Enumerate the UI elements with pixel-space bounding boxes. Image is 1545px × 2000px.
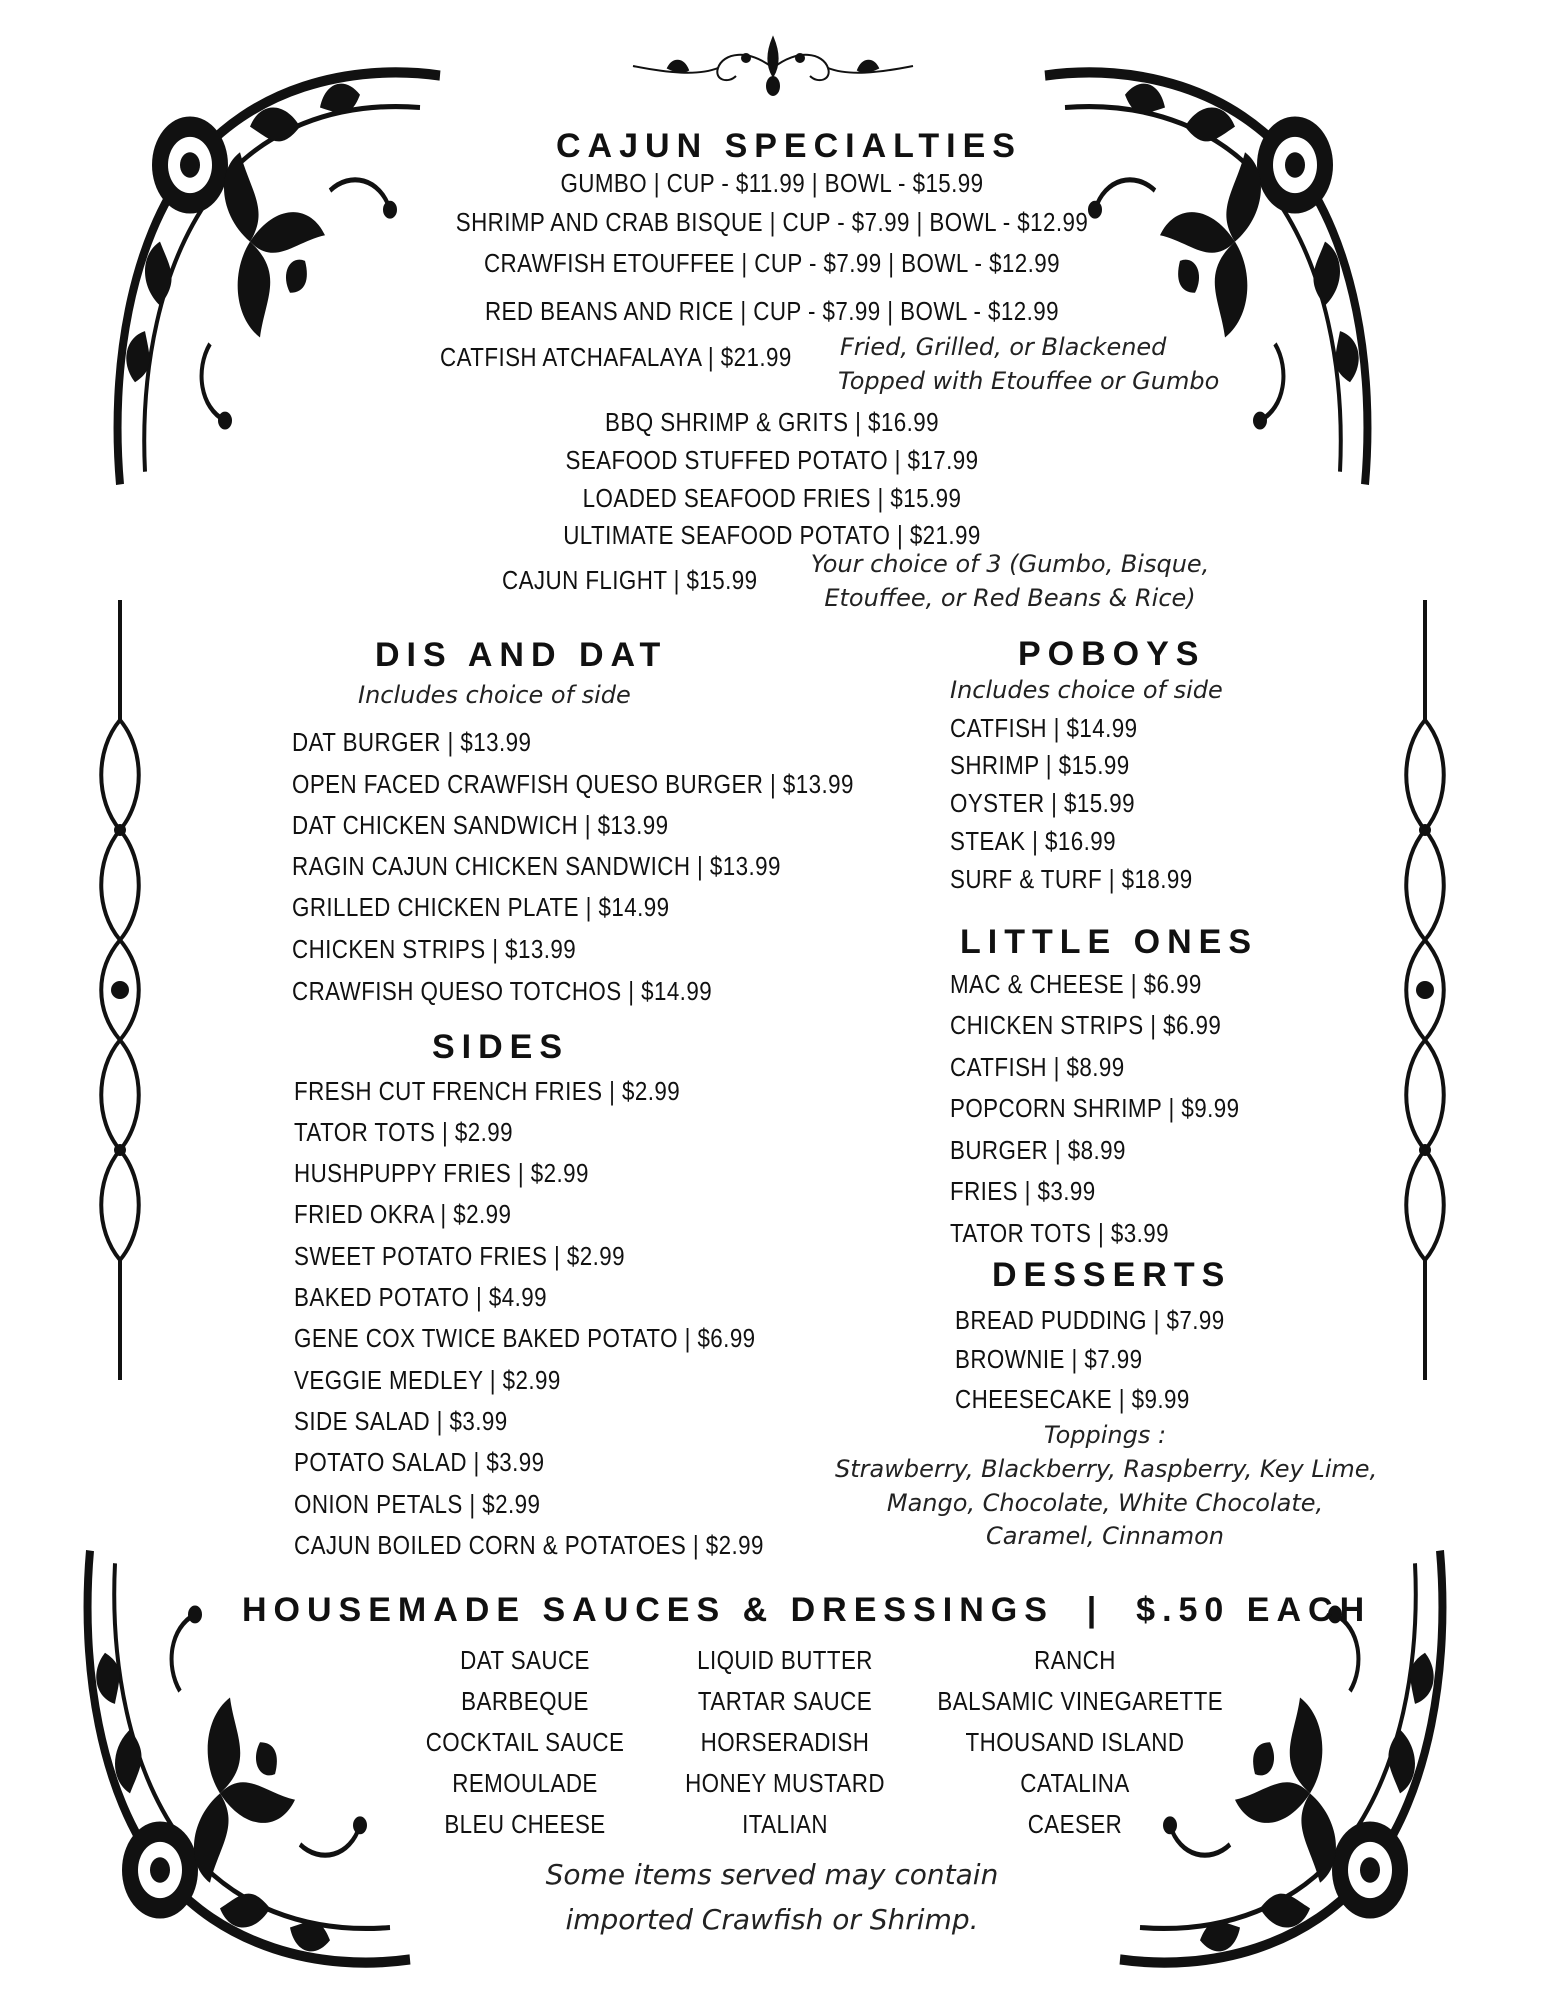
menu-item: CATFISH ATCHAFALAYA | $21.99 <box>440 342 792 372</box>
sauce-item: COCKTAIL SAUCE <box>425 1727 625 1757</box>
sauce-item: TARTAR SAUCE <box>697 1686 873 1716</box>
menu-item: CRAWFISH QUESO TOTCHOS | $14.99 <box>292 976 713 1006</box>
menu-item: OPEN FACED CRAWFISH QUESO BURGER | $13.99 <box>292 769 854 799</box>
menu-item: VEGGIE MEDLEY | $2.99 <box>294 1365 561 1395</box>
menu-item: GUMBO | CUP - $11.99 | BOWL - $15.99 <box>560 168 984 198</box>
sauce-item: CATALINA <box>1020 1768 1130 1798</box>
poboys-heading: POBOYS <box>1018 635 1206 673</box>
menu-item: CHICKEN STRIPS | $13.99 <box>292 934 577 964</box>
flight-note: Etouffee, or Red Beans & Rice) <box>824 584 1196 612</box>
catfish-note: Topped with Etouffee or Gumbo <box>838 367 1220 395</box>
menu-item: ONION PETALS | $2.99 <box>294 1489 541 1519</box>
toppings-list: Mango, Chocolate, White Chocolate, <box>886 1489 1324 1517</box>
menu-item: SURF & TURF | $18.99 <box>950 864 1193 894</box>
menu-item: FRIED OKRA | $2.99 <box>294 1199 512 1229</box>
sauce-column <box>915 1640 1235 1845</box>
menu-item: SWEET POTATO FRIES | $2.99 <box>294 1241 625 1271</box>
menu-item: FRIES | $3.99 <box>950 1176 1096 1206</box>
menu-item: TATOR TOTS | $3.99 <box>950 1218 1170 1248</box>
sauce-item: LIQUID BUTTER <box>697 1645 873 1675</box>
menu-item: CRAWFISH ETOUFFEE | CUP - $7.99 | BOWL - $12.99 <box>483 248 1061 278</box>
footer-disclaimer: imported Crawfish or Shrimp. <box>565 1903 979 1936</box>
sauce-item: THOUSAND ISLAND <box>965 1727 1185 1757</box>
top-center-flourish-icon <box>628 28 918 98</box>
flight-note: Your choice of 3 (Gumbo, Bisque, <box>810 550 1210 578</box>
menu-item: POTATO SALAD | $3.99 <box>294 1447 545 1477</box>
menu-item: CAJUN FLIGHT | $15.99 <box>502 565 758 595</box>
floral-corner-ornament-icon <box>100 50 460 510</box>
menu-item: RAGIN CAJUN CHICKEN SANDWICH | $13.99 <box>292 851 781 881</box>
sauces-heading: HOUSEMADE SAUCES & DRESSINGS | $.50 EACH <box>242 1591 1372 1629</box>
floral-corner-ornament-icon <box>1025 50 1385 510</box>
menu-item: DAT CHICKEN SANDWICH | $13.99 <box>292 810 669 840</box>
desserts-heading: DESSERTS <box>992 1256 1232 1294</box>
cajun-specialties-heading: CAJUN SPECIALTIES <box>556 127 1022 165</box>
menu-item: FRESH CUT FRENCH FRIES | $2.99 <box>294 1076 681 1106</box>
menu-item: BURGER | $8.99 <box>950 1135 1126 1165</box>
sauce-item: BARBEQUE <box>461 1686 589 1716</box>
sauce-item: CAESER <box>1027 1809 1123 1839</box>
vertical-scroll-divider-icon <box>1395 600 1455 1380</box>
menu-item: MAC & CHEESE | $6.99 <box>950 969 1202 999</box>
menu-item: OYSTER | $15.99 <box>950 788 1136 818</box>
menu-item: POPCORN SHRIMP | $9.99 <box>950 1093 1240 1123</box>
menu-item: CATFISH | $14.99 <box>950 713 1138 743</box>
sides-heading: SIDES <box>432 1028 570 1066</box>
menu-item: HUSHPUPPY FRIES | $2.99 <box>294 1158 589 1188</box>
menu-item: DAT BURGER | $13.99 <box>292 727 532 757</box>
menu-item: SEAFOOD STUFFED POTATO | $17.99 <box>565 445 979 475</box>
menu-item: BREAD PUDDING | $7.99 <box>955 1305 1225 1335</box>
menu-item: CHEESECAKE | $9.99 <box>955 1384 1190 1414</box>
menu-item: LOADED SEAFOOD FRIES | $15.99 <box>582 483 962 513</box>
menu-item: ULTIMATE SEAFOOD POTATO | $21.99 <box>563 520 981 550</box>
catfish-note: Fried, Grilled, or Blackened <box>840 333 1167 361</box>
toppings-label: Toppings : <box>1043 1421 1167 1449</box>
footer-disclaimer: Some items served may contain <box>545 1858 999 1891</box>
vertical-scroll-divider-icon <box>90 600 150 1380</box>
sauce-column <box>650 1640 920 1845</box>
menu-item: BROWNIE | $7.99 <box>955 1344 1143 1374</box>
menu-item: SHRIMP | $15.99 <box>950 750 1130 780</box>
menu-item: RED BEANS AND RICE | CUP - $7.99 | BOWL - $12.99 <box>484 296 1060 326</box>
sauce-item: BALSAMIC VINEGARETTE <box>937 1686 1224 1716</box>
sauce-item: DAT SAUCE <box>460 1645 590 1675</box>
toppings-list: Caramel, Cinnamon <box>986 1522 1224 1550</box>
sauce-item: REMOULADE <box>452 1768 598 1798</box>
menu-item: CATFISH | $8.99 <box>950 1052 1125 1082</box>
poboys-subtitle: Includes choice of side <box>950 676 1223 704</box>
menu-item: BAKED POTATO | $4.99 <box>294 1282 548 1312</box>
menu-item: SHRIMP AND CRAB BISQUE | CUP - $7.99 | BOWL - $12.99 <box>455 207 1089 237</box>
menu-item: CAJUN BOILED CORN & POTATOES | $2.99 <box>294 1530 764 1560</box>
menu-item: SIDE SALAD | $3.99 <box>294 1406 508 1436</box>
sauce-item: HORSERADISH <box>700 1727 870 1757</box>
menu-item: CHICKEN STRIPS | $6.99 <box>950 1010 1222 1040</box>
toppings-list: Strawberry, Blackberry, Raspberry, Key Lime, <box>835 1455 1378 1483</box>
menu-item: BBQ SHRIMP & GRITS | $16.99 <box>605 407 939 437</box>
sauce-column <box>390 1640 660 1845</box>
menu-item: GRILLED CHICKEN PLATE | $14.99 <box>292 892 670 922</box>
dis-and-dat-subtitle: Includes choice of side <box>358 681 631 709</box>
sauce-item: HONEY MUSTARD <box>685 1768 885 1798</box>
sauce-item: BLEU CHEESE <box>444 1809 606 1839</box>
sauce-item: ITALIAN <box>742 1809 828 1839</box>
menu-item: GENE COX TWICE BAKED POTATO | $6.99 <box>294 1323 756 1353</box>
menu-item: TATOR TOTS | $2.99 <box>294 1117 514 1147</box>
little-ones-heading: LITTLE ONES <box>960 923 1258 961</box>
menu-item: STEAK | $16.99 <box>950 826 1116 856</box>
sauce-item: RANCH <box>1034 1645 1116 1675</box>
dis-and-dat-heading: DIS AND DAT <box>375 636 668 674</box>
